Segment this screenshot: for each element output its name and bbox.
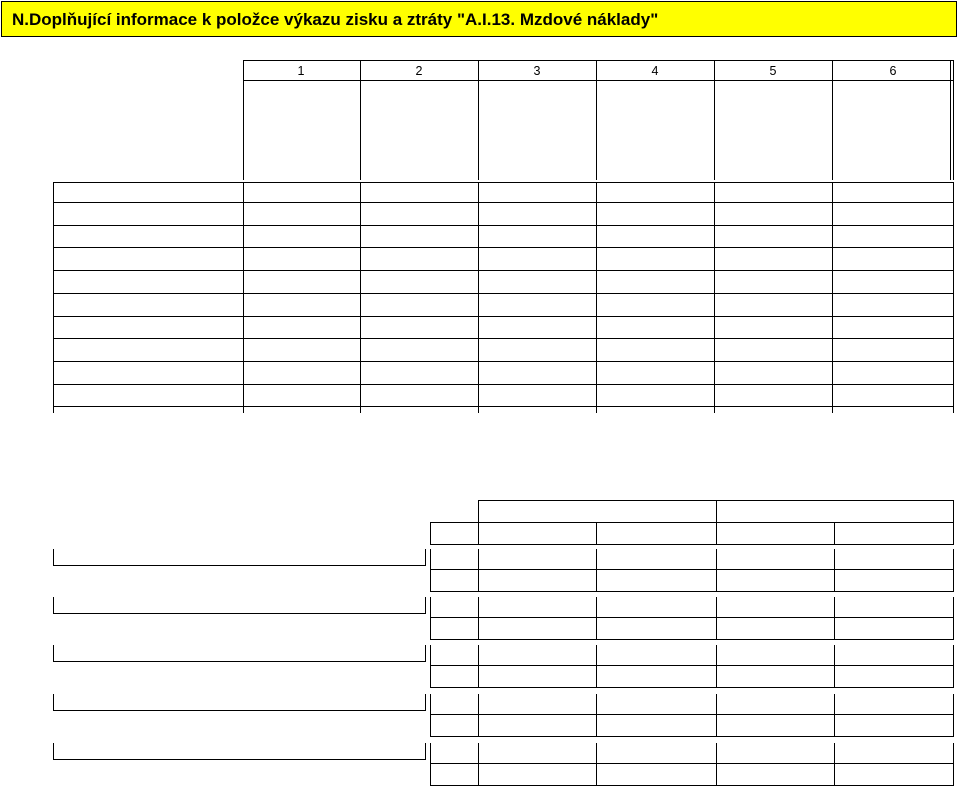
grid-vline [953, 645, 954, 688]
row-underline [53, 225, 954, 226]
rekap-underline [430, 591, 954, 592]
grid-vline [953, 522, 954, 544]
grid-vline [360, 182, 361, 413]
grid-vline [834, 549, 835, 592]
grid-vline [478, 60, 479, 180]
row-underline [53, 270, 954, 271]
grid-vline [596, 743, 597, 786]
grid-vline [53, 182, 54, 413]
grid-vline [834, 743, 835, 786]
grid-vline [716, 694, 717, 737]
grid-vline [425, 694, 426, 711]
grid-vline [425, 549, 426, 566]
grid-vline [716, 549, 717, 592]
row-underline [53, 384, 954, 385]
grid-vline [832, 182, 833, 413]
grid-vline [478, 597, 479, 640]
row-underline [53, 361, 954, 362]
grid-vline [243, 182, 244, 413]
grid-vline [430, 645, 431, 688]
column-number: 3 [533, 64, 541, 78]
row-underline [53, 316, 954, 317]
grid-vline [430, 522, 431, 544]
grid-vline [953, 743, 954, 786]
column-number: 1 [297, 64, 305, 78]
grid-vline [834, 597, 835, 640]
grid-vline [478, 694, 479, 737]
rekap-underline [430, 736, 954, 737]
page-title: N.Doplňující informace k položce výkazu zisku a ztráty "A.I.13. Mzdové náklady" [12, 10, 659, 29]
grid-vline [716, 522, 717, 544]
grid-hline [430, 544, 954, 545]
rekap-underline [53, 710, 425, 711]
grid-vline [430, 743, 431, 786]
grid-vline [596, 597, 597, 640]
grid-vline [478, 182, 479, 413]
rekap-underline [430, 687, 954, 688]
rekap-underline [53, 661, 425, 662]
grid-vline [953, 694, 954, 737]
grid-vline [53, 645, 54, 662]
grid-vline [834, 522, 835, 544]
grid-vline [716, 645, 717, 688]
grid-hline [243, 60, 954, 61]
grid-vline [596, 549, 597, 592]
grid-vline [478, 549, 479, 592]
rekap-underline [430, 639, 954, 640]
grid-vline [714, 182, 715, 413]
grid-vline [714, 60, 715, 180]
row-underline [53, 406, 954, 407]
grid-vline [834, 645, 835, 688]
grid-vline [596, 60, 597, 180]
grid-vline [53, 743, 54, 760]
grid-vline [596, 182, 597, 413]
grid-vline [950, 60, 951, 180]
grid-vline [478, 645, 479, 688]
grid-vline [430, 694, 431, 737]
grid-vline [53, 597, 54, 614]
row-underline [53, 202, 954, 203]
grid-vline [478, 743, 479, 786]
grid-vline [834, 694, 835, 737]
grid-vline [953, 597, 954, 640]
grid-vline [716, 743, 717, 786]
grid-vline [430, 597, 431, 640]
grid-vline [832, 60, 833, 180]
row-underline [53, 338, 954, 339]
rekap-underline [430, 617, 954, 618]
grid-vline [53, 694, 54, 711]
grid-vline [596, 522, 597, 544]
rekap-underline [430, 569, 954, 570]
grid-vline [596, 645, 597, 688]
column-number: 2 [415, 64, 423, 78]
row-underline [53, 293, 954, 294]
grid-vline [425, 597, 426, 614]
column-number: 4 [651, 64, 659, 78]
grid-vline [953, 60, 954, 180]
grid-hline [430, 522, 954, 523]
grid-vline [478, 522, 479, 544]
grid-vline [425, 645, 426, 662]
rekap-underline [430, 714, 954, 715]
grid-vline [953, 549, 954, 592]
grid-vline [953, 182, 954, 413]
rekap-underline [430, 763, 954, 764]
grid-vline [716, 597, 717, 640]
grid-vline [425, 743, 426, 760]
rekap-underline [430, 665, 954, 666]
column-number: 5 [769, 64, 777, 78]
grid-vline [243, 60, 244, 180]
grid-vline [430, 549, 431, 592]
rekap-underline [53, 613, 425, 614]
row-underline [53, 247, 954, 248]
grid-vline [360, 60, 361, 180]
column-number: 6 [889, 64, 897, 78]
grid-hline [243, 80, 954, 81]
grid-vline [53, 549, 54, 566]
title-bar [1, 1, 957, 37]
grid-vline [596, 694, 597, 737]
grid-hline [53, 182, 954, 183]
rekap-underline [53, 565, 425, 566]
rekap-underline [53, 759, 425, 760]
